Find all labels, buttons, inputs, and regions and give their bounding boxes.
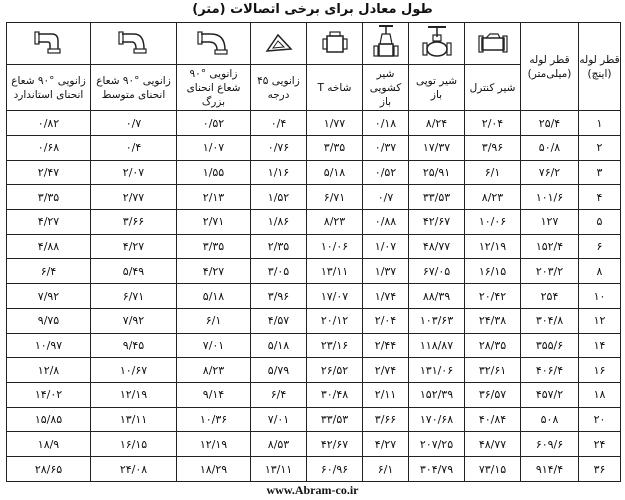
cell-elbow90M: ۰/۷ — [91, 111, 177, 136]
medium-radius-elbow-icon — [91, 23, 177, 65]
cell-tee: ۱۷/۰۷ — [307, 284, 363, 309]
cell-check: ۳۶/۵۷ — [465, 383, 521, 408]
cell-elbow90S: ۳/۳۵ — [7, 185, 91, 210]
table-row — [7, 135, 621, 160]
table-row — [7, 210, 621, 235]
cell-inch: ۶ — [579, 234, 621, 259]
cell-check: ۳/۹۶ — [465, 135, 521, 160]
cell-elbow90M: ۲/۰۷ — [91, 160, 177, 185]
cell-tee: ۳۰/۴۸ — [307, 383, 363, 408]
cell-elbow90L: ۱۸/۲۹ — [177, 457, 251, 482]
cell-elbow45: ۸/۵۳ — [251, 432, 307, 457]
cell-elbow45: ۷/۰۱ — [251, 407, 307, 432]
cell-mm: ۲۵۴ — [521, 284, 579, 309]
header-elbow-90-standard: زانویی °۹۰ شعاع انحنای استاندارد — [7, 64, 91, 110]
cell-mm: ۳۰۴/۸ — [521, 308, 579, 333]
cell-globe: ۳۰۴/۷۹ — [409, 457, 465, 482]
elbow-45-icon — [251, 23, 307, 65]
cell-elbow45: ۵/۷۹ — [251, 358, 307, 383]
header-elbow-90-long: زانویی °۹۰ شعاع انحنای بزرگ — [177, 64, 251, 110]
cell-tee: ۱۰/۰۶ — [307, 234, 363, 259]
cell-globe: ۱۷/۳۷ — [409, 135, 465, 160]
cell-elbow90S: ۱۰/۹۷ — [7, 333, 91, 358]
cell-gate: ۲/۴۴ — [363, 333, 409, 358]
cell-elbow90M: ۶/۷۱ — [91, 284, 177, 309]
cell-gate: ۰/۱۸ — [363, 111, 409, 136]
table-title: طول معادل برای برخی اتصالات (متر) — [192, 2, 433, 17]
cell-globe: ۱۷۰/۶۸ — [409, 407, 465, 432]
cell-elbow90S: ۶/۴ — [7, 259, 91, 284]
cell-inch: ۱۰ — [579, 284, 621, 309]
cell-inch: ۱ — [579, 111, 621, 136]
cell-elbow90S: ۱۵/۸۵ — [7, 407, 91, 432]
header-elbow-45: زانویی ۴۵ درجه — [251, 64, 307, 110]
table-row — [7, 160, 621, 185]
cell-globe: ۱۱۸/۸۷ — [409, 333, 465, 358]
cell-check: ۲۴/۳۸ — [465, 308, 521, 333]
standard-elbow-icon — [7, 23, 91, 65]
cell-tee: ۱/۷۷ — [307, 111, 363, 136]
cell-elbow90M: ۵/۴۹ — [91, 259, 177, 284]
cell-globe: ۶۷/۰۵ — [409, 259, 465, 284]
cell-mm: ۴۵۷/۲ — [521, 383, 579, 408]
cell-elbow90M: ۱۳/۱۱ — [91, 407, 177, 432]
cell-mm: ۷۶/۲ — [521, 160, 579, 185]
cell-gate: ۱/۳۷ — [363, 259, 409, 284]
cell-elbow45: ۲/۳۵ — [251, 234, 307, 259]
table-row — [7, 111, 621, 136]
cell-elbow90S: ۰/۸۲ — [7, 111, 91, 136]
long-radius-elbow-icon — [177, 23, 251, 65]
cell-elbow90L: ۴/۲۷ — [177, 259, 251, 284]
table-body — [7, 111, 621, 482]
cell-inch: ۵ — [579, 210, 621, 235]
cell-gate: ۳/۶۶ — [363, 407, 409, 432]
cell-elbow90S: ۱۸/۹ — [7, 432, 91, 457]
cell-mm: ۱۵۲/۴ — [521, 234, 579, 259]
cell-elbow90L: ۱/۰۷ — [177, 135, 251, 160]
cell-elbow90L: ۷/۰۱ — [177, 333, 251, 358]
cell-check: ۶/۱ — [465, 160, 521, 185]
header-gate-valve: شیر کشویی باز — [363, 64, 409, 110]
cell-inch: ۱۸ — [579, 383, 621, 408]
cell-mm: ۴۰۶/۴ — [521, 358, 579, 383]
check-valve-icon — [465, 23, 521, 65]
cell-elbow45: ۵/۱۸ — [251, 333, 307, 358]
cell-tee: ۸/۲۳ — [307, 210, 363, 235]
cell-check: ۴۸/۷۷ — [465, 432, 521, 457]
cell-elbow90S: ۲۸/۶۵ — [7, 457, 91, 482]
header-mm: قطر لوله (میلی‌متر) — [521, 23, 579, 111]
table-row — [7, 333, 621, 358]
tee-fitting-icon — [307, 23, 363, 65]
cell-tee: ۲۶/۵۲ — [307, 358, 363, 383]
table-row — [7, 457, 621, 482]
cell-inch: ۳۶ — [579, 457, 621, 482]
cell-check: ۲/۰۴ — [465, 111, 521, 136]
cell-gate: ۰/۷ — [363, 185, 409, 210]
cell-check: ۷۳/۱۵ — [465, 457, 521, 482]
cell-elbow90L: ۹/۱۴ — [177, 383, 251, 408]
website-footer: www.Abram-co.ir — [266, 483, 359, 497]
cell-gate: ۶/۱ — [363, 457, 409, 482]
cell-check: ۴۰/۸۴ — [465, 407, 521, 432]
cell-check: ۳۲/۶۱ — [465, 358, 521, 383]
cell-tee: ۱۳/۱۱ — [307, 259, 363, 284]
cell-elbow90L: ۱/۵۵ — [177, 160, 251, 185]
table-row — [7, 383, 621, 408]
cell-elbow90M: ۹/۴۵ — [91, 333, 177, 358]
cell-gate: ۴/۲۷ — [363, 432, 409, 457]
cell-globe: ۸۸/۳۹ — [409, 284, 465, 309]
header-inch: قطر لوله (اینچ) — [579, 23, 621, 111]
header-check-valve: شیر کنترل — [465, 64, 521, 110]
cell-elbow90S: ۰/۶۸ — [7, 135, 91, 160]
cell-mm: ۶۰۹/۶ — [521, 432, 579, 457]
cell-elbow90L: ۱۲/۱۹ — [177, 432, 251, 457]
cell-globe: ۴۲/۶۷ — [409, 210, 465, 235]
cell-inch: ۴ — [579, 185, 621, 210]
cell-elbow45: ۰/۴ — [251, 111, 307, 136]
cell-elbow90L: ۲/۱۳ — [177, 185, 251, 210]
cell-mm: ۱۰۱/۶ — [521, 185, 579, 210]
cell-mm: ۲۰۳/۲ — [521, 259, 579, 284]
cell-elbow90L: ۵/۱۸ — [177, 284, 251, 309]
cell-mm: ۵۰۸ — [521, 407, 579, 432]
cell-elbow90M: ۰/۴ — [91, 135, 177, 160]
cell-tee: ۶/۷۱ — [307, 185, 363, 210]
cell-elbow90L: ۰/۵۲ — [177, 111, 251, 136]
cell-tee: ۳۳/۵۳ — [307, 407, 363, 432]
cell-check: ۱۲/۱۹ — [465, 234, 521, 259]
cell-elbow90M: ۲/۷۷ — [91, 185, 177, 210]
header-row — [7, 23, 621, 65]
cell-elbow90M: ۱۰/۶۷ — [91, 358, 177, 383]
cell-elbow90S: ۲/۴۷ — [7, 160, 91, 185]
cell-gate: ۰/۵۲ — [363, 160, 409, 185]
header-elbow-90-medium: زانویی °۹۰ شعاع انحنای متوسط — [91, 64, 177, 110]
cell-inch: ۲ — [579, 135, 621, 160]
cell-mm: ۹۱۴/۴ — [521, 457, 579, 482]
cell-elbow90L: ۱۰/۳۶ — [177, 407, 251, 432]
globe-valve-icon — [409, 23, 465, 65]
cell-elbow90S: ۱۲/۸ — [7, 358, 91, 383]
cell-elbow45: ۰/۷۶ — [251, 135, 307, 160]
cell-gate: ۲/۱۱ — [363, 383, 409, 408]
cell-tee: ۶۰/۹۶ — [307, 457, 363, 482]
cell-globe: ۳۳/۵۳ — [409, 185, 465, 210]
cell-inch: ۳ — [579, 160, 621, 185]
cell-elbow90S: ۹/۷۵ — [7, 308, 91, 333]
gate-valve-icon — [363, 23, 409, 65]
table-row — [7, 432, 621, 457]
cell-inch: ۱۶ — [579, 358, 621, 383]
cell-globe: ۲۰۷/۲۵ — [409, 432, 465, 457]
cell-tee: ۵/۱۸ — [307, 160, 363, 185]
table-row — [7, 358, 621, 383]
cell-elbow90M: ۲۴/۰۸ — [91, 457, 177, 482]
cell-gate: ۱/۷۴ — [363, 284, 409, 309]
cell-tee: ۲۳/۱۶ — [307, 333, 363, 358]
table-row — [7, 234, 621, 259]
cell-check: ۸/۲۳ — [465, 185, 521, 210]
cell-elbow45: ۳/۰۵ — [251, 259, 307, 284]
cell-elbow45: ۶/۴ — [251, 383, 307, 408]
cell-gate: ۱/۰۷ — [363, 234, 409, 259]
cell-gate: ۲/۰۴ — [363, 308, 409, 333]
cell-elbow45: ۱۳/۱۱ — [251, 457, 307, 482]
cell-mm: ۳۵۵/۶ — [521, 333, 579, 358]
cell-check: ۲۸/۳۵ — [465, 333, 521, 358]
cell-inch: ۲۰ — [579, 407, 621, 432]
cell-inch: ۱۲ — [579, 308, 621, 333]
header-globe-valve: شیر توپی باز — [409, 64, 465, 110]
cell-inch: ۱۴ — [579, 333, 621, 358]
cell-elbow90M: ۳/۶۶ — [91, 210, 177, 235]
cell-elbow45: ۴/۵۷ — [251, 308, 307, 333]
cell-elbow45: ۱/۸۶ — [251, 210, 307, 235]
cell-elbow90M: ۷/۹۲ — [91, 308, 177, 333]
cell-inch: ۲۴ — [579, 432, 621, 457]
fittings-table — [6, 22, 621, 482]
cell-inch: ۸ — [579, 259, 621, 284]
cell-tee: ۲۰/۱۲ — [307, 308, 363, 333]
cell-elbow90S: ۱۴/۰۲ — [7, 383, 91, 408]
header-tee: شاخه T — [307, 64, 363, 110]
cell-gate: ۰/۸۸ — [363, 210, 409, 235]
cell-mm: ۲۵/۴ — [521, 111, 579, 136]
cell-check: ۱۰/۰۶ — [465, 210, 521, 235]
cell-elbow90L: ۲/۷۱ — [177, 210, 251, 235]
cell-check: ۲۰/۴۲ — [465, 284, 521, 309]
cell-mm: ۱۲۷ — [521, 210, 579, 235]
table-row — [7, 407, 621, 432]
cell-elbow45: ۱/۱۶ — [251, 160, 307, 185]
cell-gate: ۲/۷۴ — [363, 358, 409, 383]
cell-elbow90L: ۸/۲۳ — [177, 358, 251, 383]
table-row — [7, 259, 621, 284]
cell-globe: ۱۳۱/۰۶ — [409, 358, 465, 383]
cell-elbow90L: ۶/۱ — [177, 308, 251, 333]
cell-elbow90M: ۱۶/۱۵ — [91, 432, 177, 457]
cell-elbow45: ۳/۹۶ — [251, 284, 307, 309]
table-row — [7, 185, 621, 210]
cell-tee: ۴۲/۶۷ — [307, 432, 363, 457]
cell-elbow45: ۱/۵۲ — [251, 185, 307, 210]
cell-globe: ۸/۲۴ — [409, 111, 465, 136]
cell-mm: ۵۰/۸ — [521, 135, 579, 160]
cell-globe: ۲۵/۹۱ — [409, 160, 465, 185]
cell-elbow90S: ۴/۸۸ — [7, 234, 91, 259]
cell-elbow90S: ۴/۲۷ — [7, 210, 91, 235]
cell-check: ۱۶/۱۵ — [465, 259, 521, 284]
cell-tee: ۳/۳۵ — [307, 135, 363, 160]
cell-globe: ۴۸/۷۷ — [409, 234, 465, 259]
cell-elbow90M: ۴/۲۷ — [91, 234, 177, 259]
cell-globe: ۱۵۲/۳۹ — [409, 383, 465, 408]
table-row — [7, 308, 621, 333]
cell-gate: ۰/۳۷ — [363, 135, 409, 160]
cell-elbow90L: ۳/۳۵ — [177, 234, 251, 259]
cell-elbow90S: ۷/۹۲ — [7, 284, 91, 309]
cell-elbow90M: ۱۲/۱۹ — [91, 383, 177, 408]
table-row — [7, 284, 621, 309]
cell-globe: ۱۰۳/۶۳ — [409, 308, 465, 333]
